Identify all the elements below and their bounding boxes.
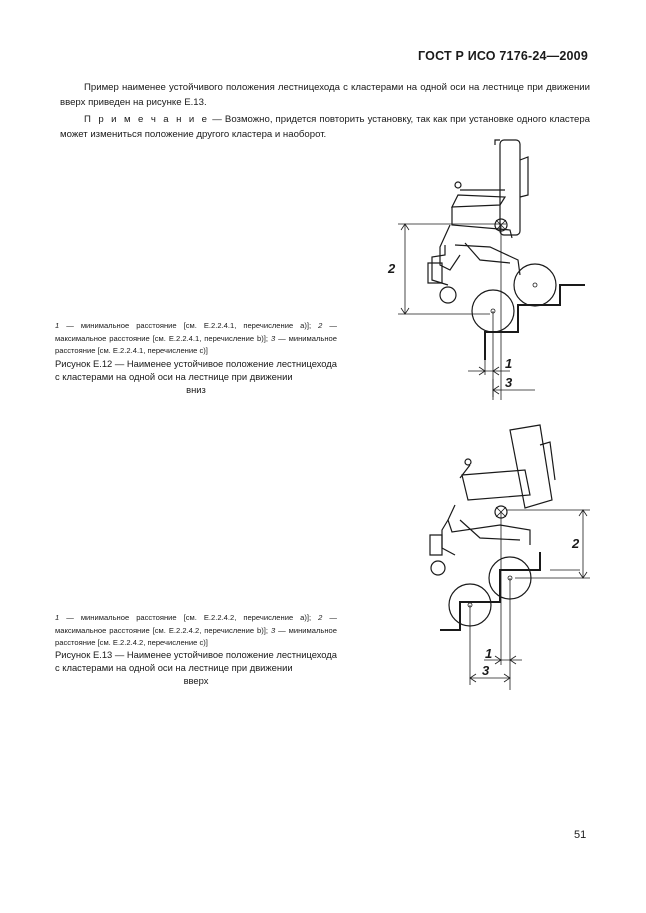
figure-e13-legend: 1 — минимальное расстояние [см. Е.2.2.4.2, перечисление а)]; 2 — максимальное расстояние [см. Е.2.2.4.2, перечисление b)]; 3 — минимальное расстояние [см. Е.2.2.4.2, перечисление с)] [55, 613, 337, 647]
seat [452, 190, 505, 207]
figure-e12-drawing [370, 135, 600, 400]
figure-e12-caption: Рисунок Е.12 — Наименее устойчивое положение лестницехода с кластерами на одной оси на лестнице при движении вниз [55, 358, 337, 395]
backrest [500, 140, 520, 235]
stair-profile [485, 285, 585, 360]
dim-label-1: 1 [505, 356, 513, 371]
note-text: — Возможно, придется повторить установку, так как при установке одного кластера может измениться положение другого кластера и наоборот. [60, 114, 591, 140]
dim-label-2: 2 [572, 536, 580, 551]
page-number: 51 [574, 829, 587, 841]
dim-label-3: 3 [482, 663, 490, 678]
intro-paragraph: Пример наименее устойчивого положения лестницехода с кластерами на одной оси на лестнице при движении вверх приведен на рисунке Е.13. [60, 82, 590, 108]
figure-e13-drawing [400, 420, 600, 690]
dim-label-3: 3 [505, 375, 513, 390]
seat [462, 470, 530, 500]
figure-e13-caption: Рисунок Е.13 — Наименее устойчивое положение лестницехода с кластерами на одной оси на лестнице при движении вверх [55, 649, 337, 686]
note-label: П р и м е ч а н и е [84, 114, 210, 125]
dim-label-1: 1 [485, 646, 493, 661]
caster-wheel [440, 287, 456, 303]
document-header: ГОСТ Р ИСО 7176-24—2009 [418, 49, 588, 63]
upper-wheel [514, 264, 556, 306]
dim-label-2: 2 [388, 261, 396, 276]
caster-wheel [431, 561, 445, 575]
figure-e12-legend: 1 — минимальное расстояние [см. Е.2.2.4.1, перечисление а)]; 2 — максимальное расстояние [см. Е.2.2.4.1, перечисление b)]; 3 — минимальное расстояние [см. Е.2.2.4.1, перечисление с)] [55, 321, 337, 355]
